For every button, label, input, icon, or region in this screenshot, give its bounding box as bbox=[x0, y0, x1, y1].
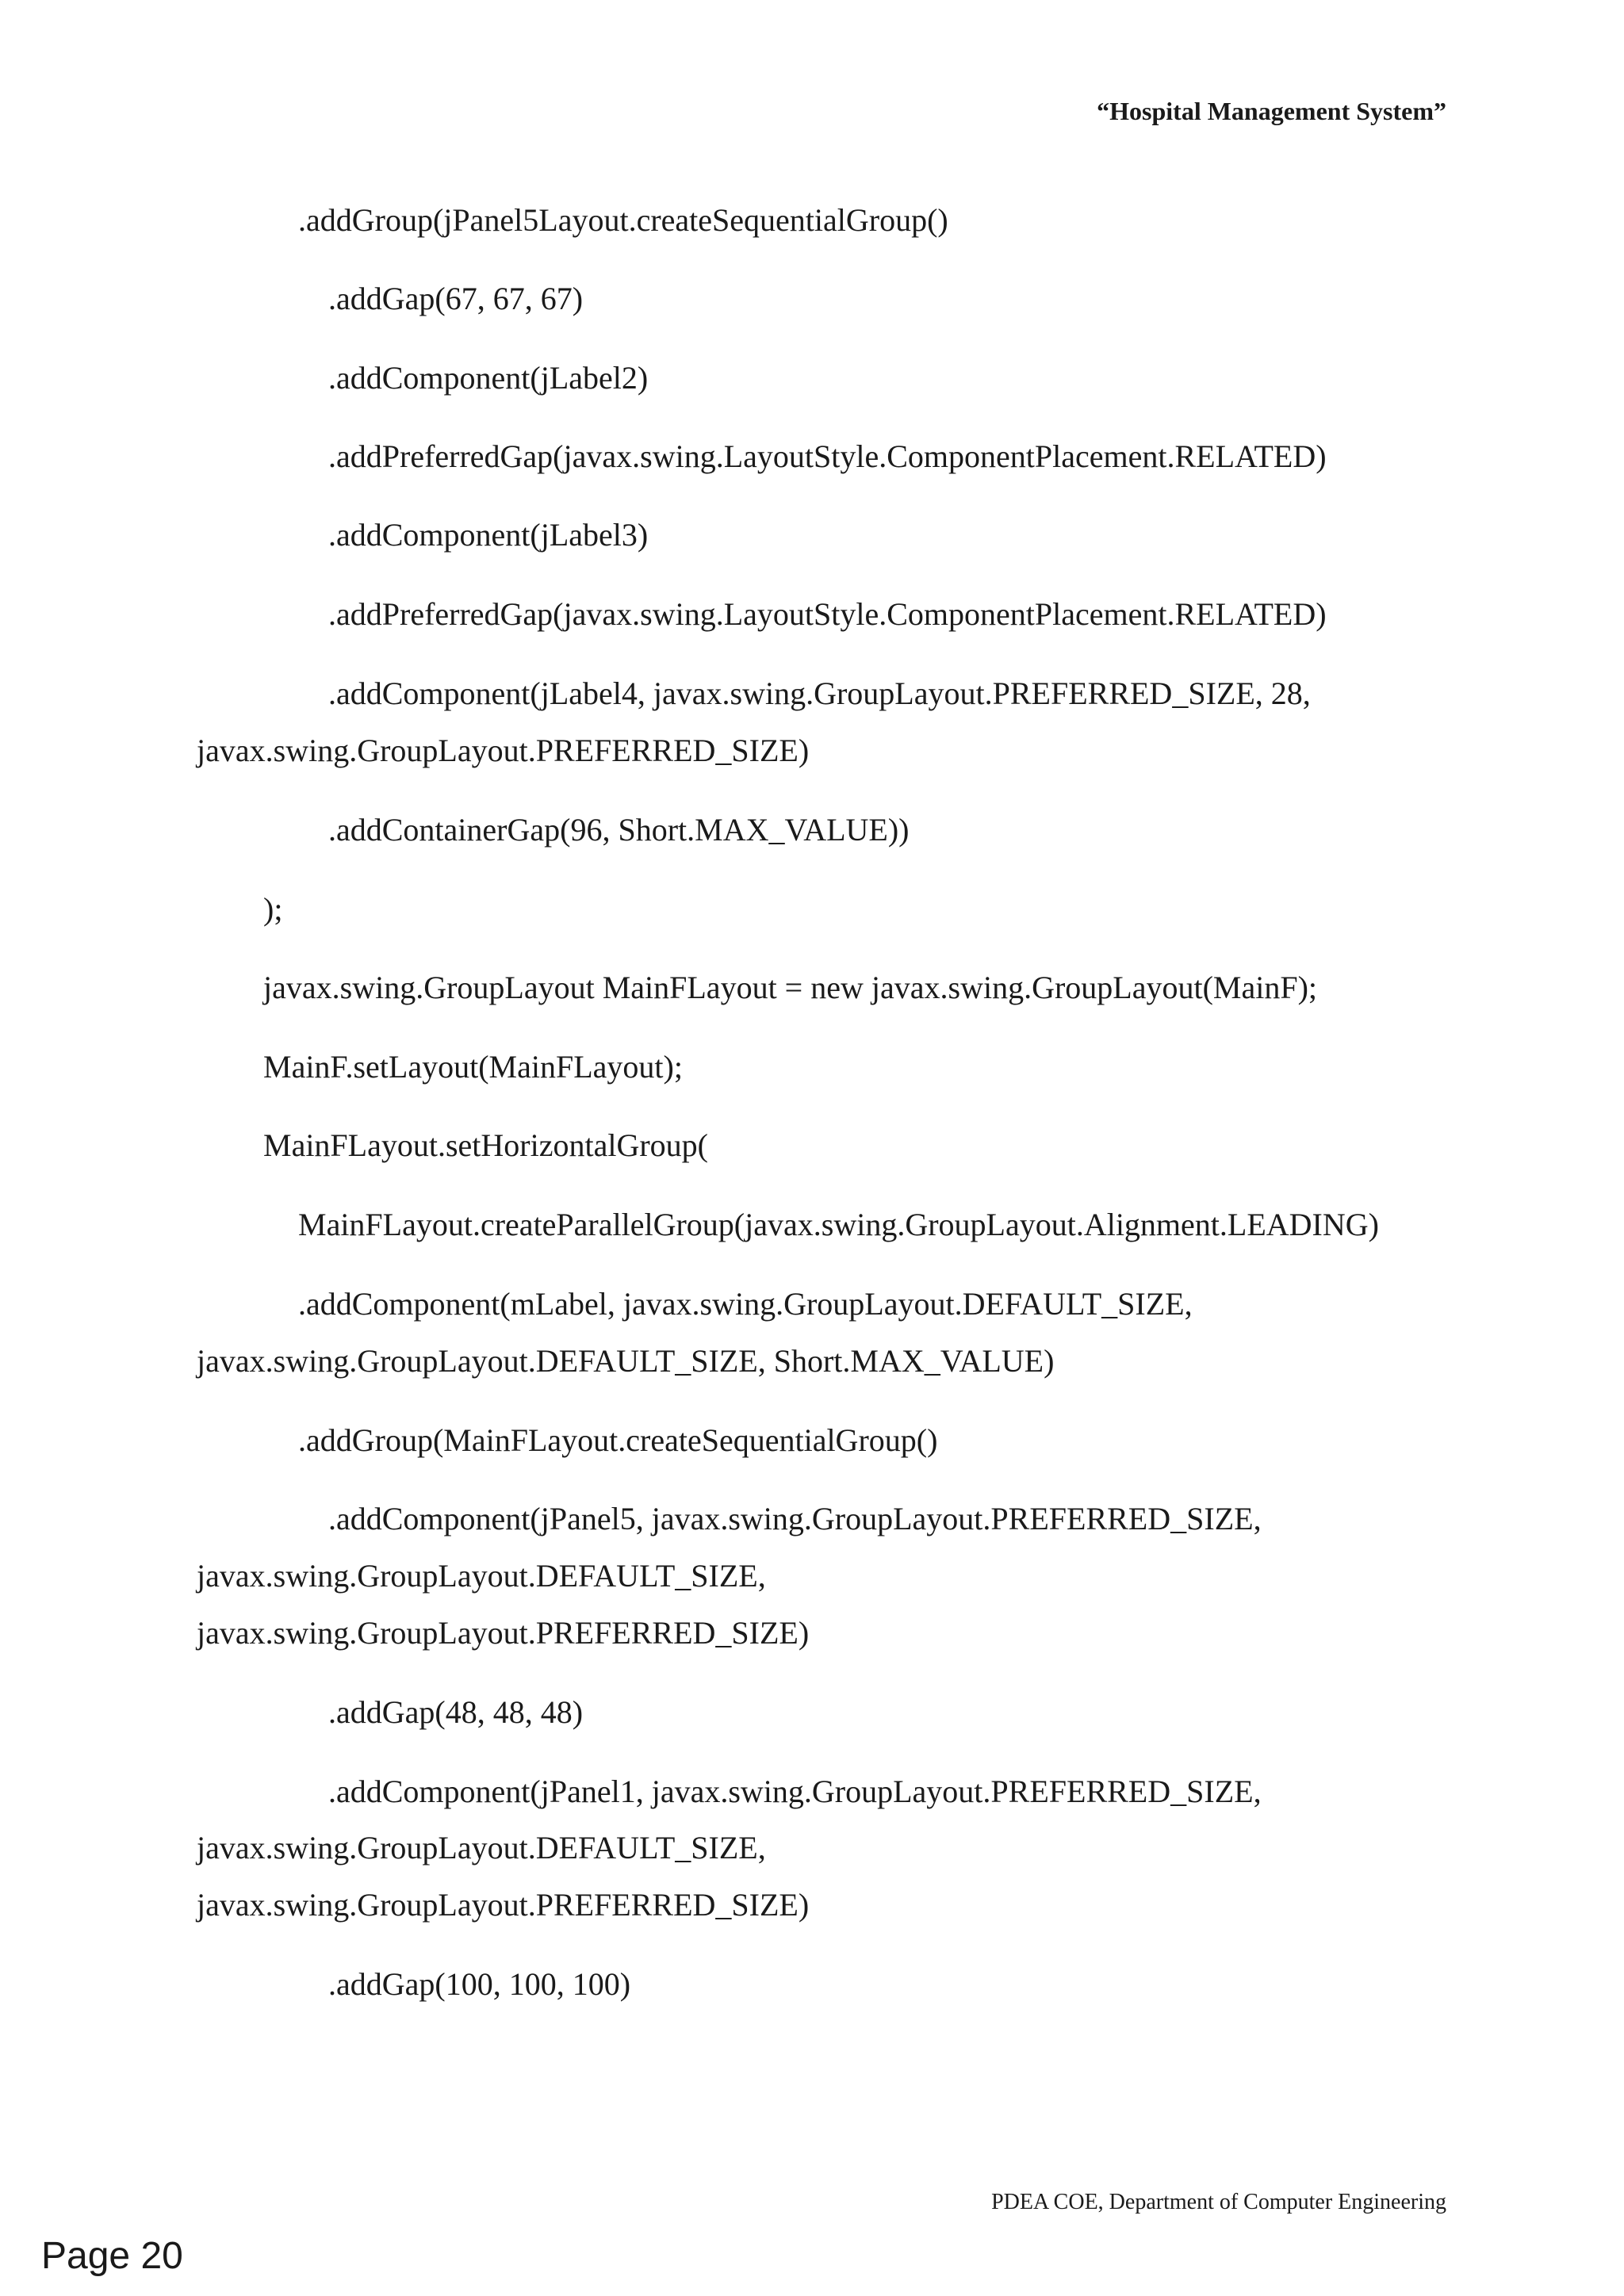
code-line: .addGap(67, 67, 67) bbox=[328, 281, 584, 316]
code-line: .addComponent(jPanel1, javax.swing.GroupLayout.PREFERRED_SIZE, bbox=[328, 1774, 1262, 1809]
page-number: Page 20 bbox=[41, 2235, 183, 2277]
code-line: .addGroup(jPanel5Layout.createSequentialGroup() bbox=[298, 202, 948, 238]
running-header-title: “Hospital Management System” bbox=[1097, 97, 1446, 125]
code-line: javax.swing.GroupLayout.PREFERRED_SIZE) bbox=[197, 733, 810, 768]
code-line: javax.swing.GroupLayout.DEFAULT_SIZE, bbox=[197, 1830, 766, 1866]
code-line: MainFLayout.createParallelGroup(javax.swing.GroupLayout.Alignment.LEADING) bbox=[298, 1207, 1379, 1242]
code-line: ); bbox=[263, 891, 283, 927]
code-line: .addPreferredGap(javax.swing.LayoutStyle.ComponentPlacement.RELATED) bbox=[328, 438, 1327, 474]
code-line: .addComponent(jPanel5, javax.swing.GroupLayout.PREFERRED_SIZE, bbox=[328, 1501, 1262, 1536]
code-line: .addComponent(jLabel2) bbox=[328, 360, 649, 396]
code-line: javax.swing.GroupLayout.PREFERRED_SIZE) bbox=[197, 1887, 810, 1923]
code-line: .addContainerGap(96, Short.MAX_VALUE)) bbox=[328, 812, 910, 848]
code-line: .addComponent(mLabel, javax.swing.GroupLayout.DEFAULT_SIZE, bbox=[298, 1286, 1193, 1322]
code-line: javax.swing.GroupLayout.PREFERRED_SIZE) bbox=[197, 1615, 810, 1651]
code-line: javax.swing.GroupLayout.DEFAULT_SIZE, Short.MAX_VALUE) bbox=[197, 1343, 1055, 1379]
code-line: .addGroup(MainFLayout.createSequentialGroup() bbox=[298, 1422, 938, 1458]
footer-department: PDEA COE, Department of Computer Engineering bbox=[991, 2190, 1446, 2214]
code-line: .addComponent(jLabel4, javax.swing.GroupLayout.PREFERRED_SIZE, 28, bbox=[328, 675, 1311, 711]
code-line: .addPreferredGap(javax.swing.LayoutStyle.ComponentPlacement.RELATED) bbox=[328, 596, 1327, 632]
code-line: .addComponent(jLabel3) bbox=[328, 517, 649, 553]
code-line: .addGap(100, 100, 100) bbox=[328, 1966, 631, 2002]
code-line: javax.swing.GroupLayout MainFLayout = new javax.swing.GroupLayout(MainF); bbox=[263, 970, 1318, 1005]
code-line: MainFLayout.setHorizontalGroup( bbox=[263, 1127, 708, 1163]
code-line: MainF.setLayout(MainFLayout); bbox=[263, 1049, 683, 1085]
code-line: javax.swing.GroupLayout.DEFAULT_SIZE, bbox=[197, 1558, 766, 1594]
code-line: .addGap(48, 48, 48) bbox=[328, 1694, 584, 1730]
